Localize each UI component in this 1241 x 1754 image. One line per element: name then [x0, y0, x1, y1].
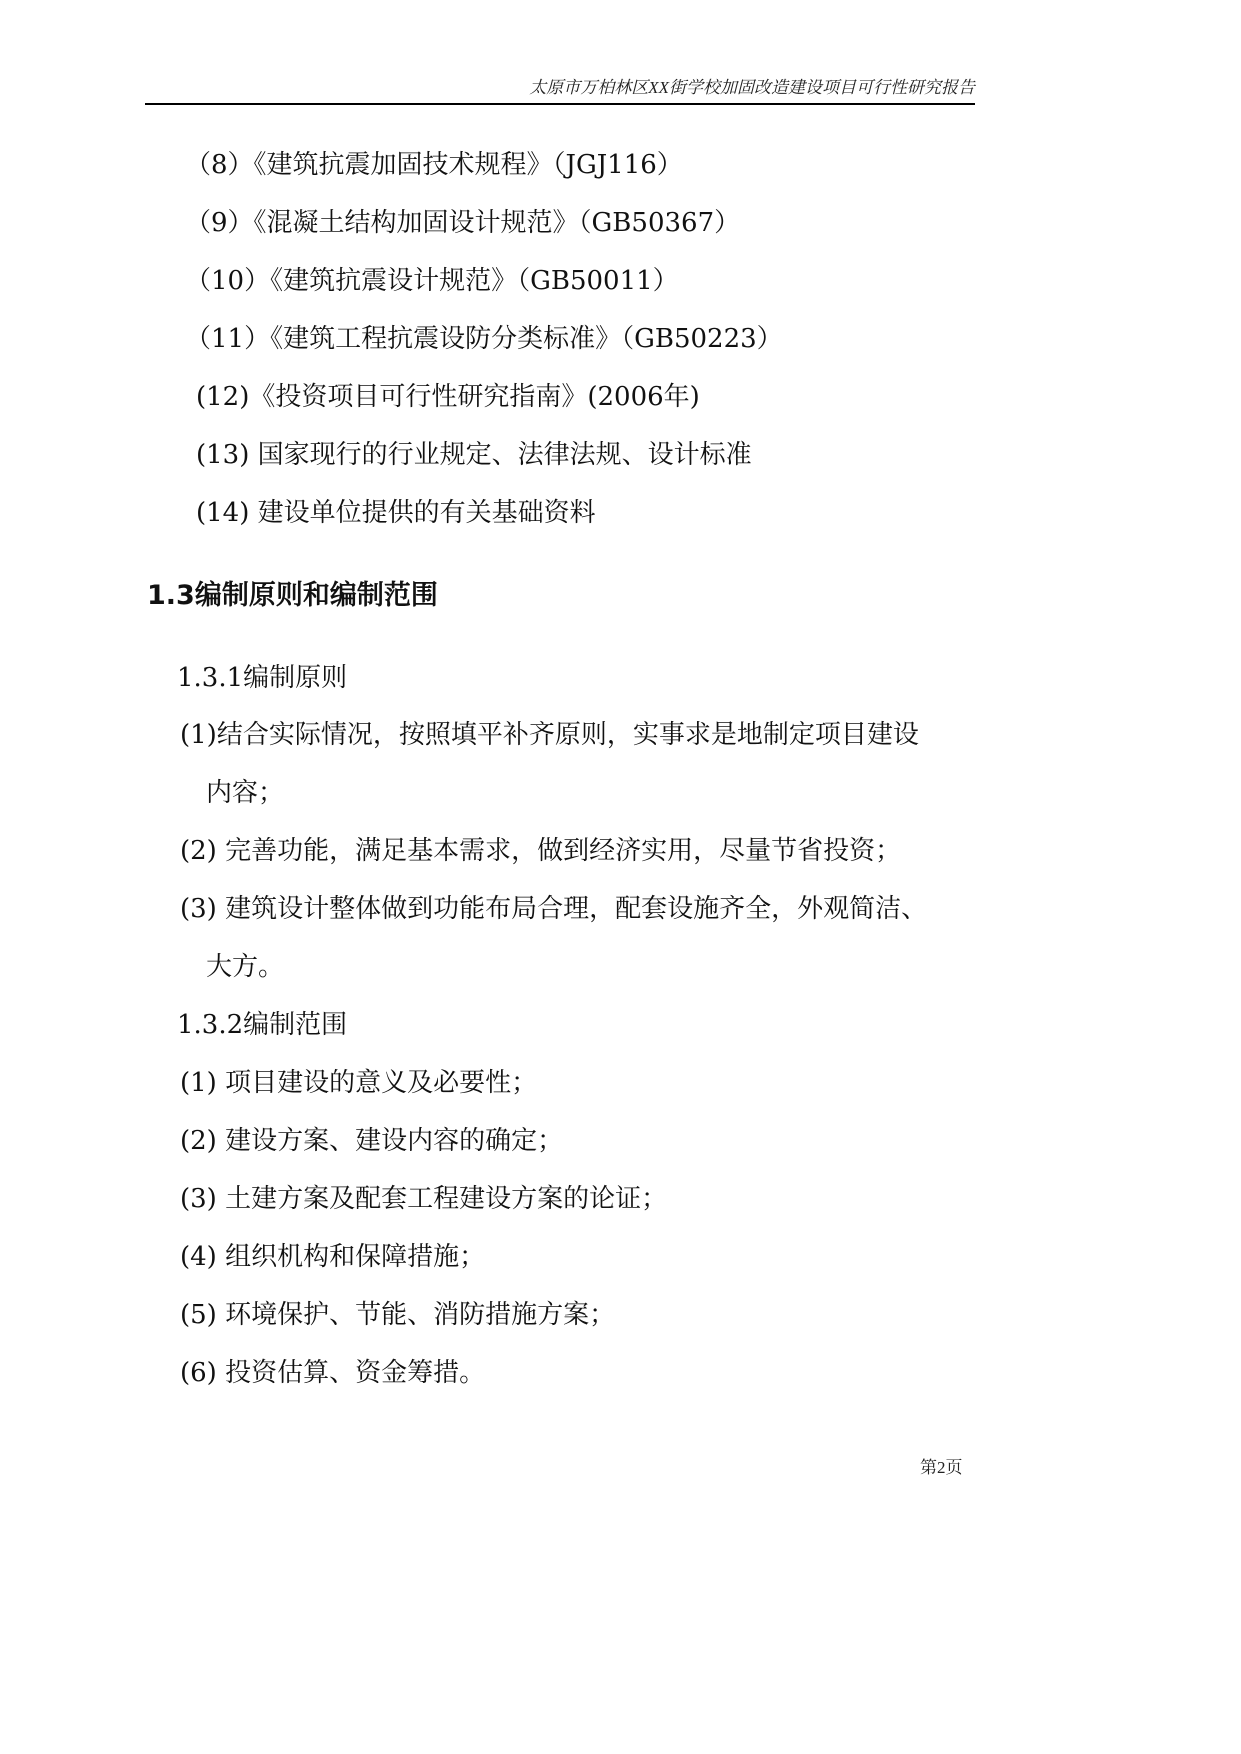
scope-item-1: (1) 项目建设的意义及必要性； [180, 1068, 538, 1098]
reference-item-12: (12)《投资项目可行性研究指南》(2006年) [196, 382, 700, 412]
principle-item-3: (3) 建筑设计整体做到功能布局合理，配套设施齐全，外观简洁、 [180, 894, 928, 924]
scope-item-3: (3) 土建方案及配套工程建设方案的论证； [180, 1184, 668, 1214]
reference-item-10: （10）《建筑抗震设计规范》（GB50011） [185, 266, 679, 296]
scope-item-4: (4) 组织机构和保障措施； [180, 1242, 486, 1272]
scope-item-2: (2) 建设方案、建设内容的确定； [180, 1126, 564, 1156]
scope-item-5: (5) 环境保护、节能、消防措施方案； [180, 1300, 616, 1330]
page-number: 第2页 [920, 1458, 963, 1477]
principle-item-3-continued: 大方。 [206, 952, 285, 982]
reference-item-9: （9）《混凝土结构加固设计规范》（GB50367） [185, 208, 741, 238]
principle-item-2: (2) 完善功能，满足基本需求，做到经济实用，尽量节省投资； [180, 836, 902, 866]
reference-item-13: (13) 国家现行的行业规定、法律法规、设计标准 [196, 440, 752, 470]
report-title: 太原市万柏林区XX街学校加固改造建设项目可行性研究报告 [529, 78, 975, 97]
page-header [145, 76, 975, 105]
principles-heading: 1.3.1编制原则 [177, 663, 348, 693]
reference-item-8: （8）《建筑抗震加固技术规程》（JGJ116） [185, 150, 683, 180]
scope-item-6: (6) 投资估算、资金筹措。 [180, 1358, 486, 1388]
scope-heading: 1.3.2编制范围 [177, 1010, 348, 1040]
section-heading: 1.3编制原则和编制范围 [147, 580, 438, 611]
reference-item-11: （11）《建筑工程抗震设防分类标准》（GB50223） [185, 324, 783, 354]
reference-item-14: (14) 建设单位提供的有关基础资料 [196, 498, 596, 528]
principle-item-1: (1)结合实际情况，按照填平补齐原则，实事求是地制定项目建设 [180, 720, 919, 750]
principle-item-1-continued: 内容； [206, 778, 285, 808]
